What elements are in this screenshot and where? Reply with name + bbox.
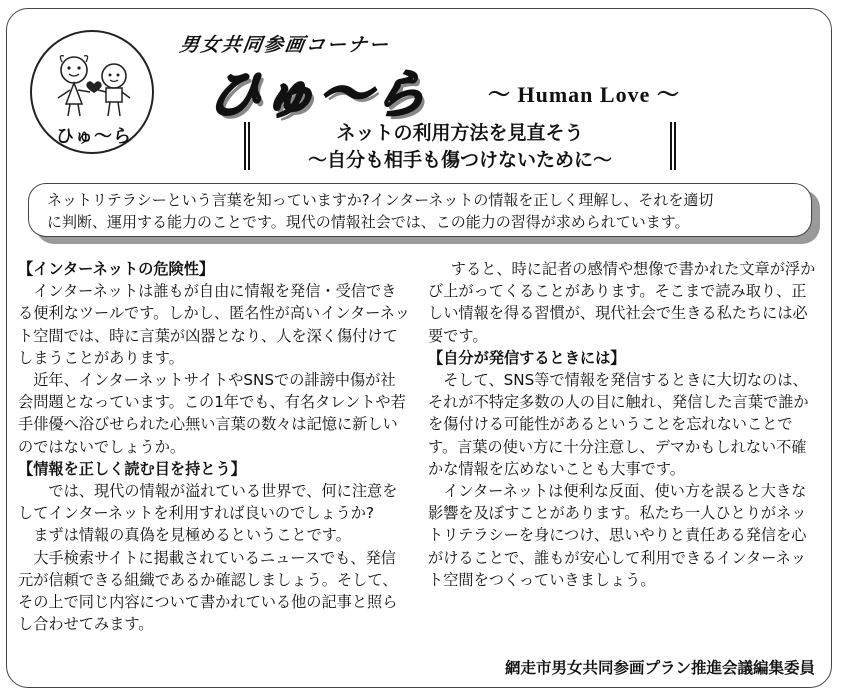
paragraph: インターネットは便利な反面、使い方を誤ると大きな影響を及ぼすことがあります。私たち一人ひとりがネットリテラシーを身につけ、思いやりと責任ある発信を心がけることで、誰もが安心して利用できるインターネット空間をつくっていきましょう。 (428, 482, 807, 589)
paragraph: では、現代の情報が溢れている世界で、何に注意をしてインターネットを利用すれば良いのでしょうか? (18, 482, 398, 523)
section-heading-sending: 【自分が発信するときには】 (428, 348, 626, 367)
logo-label: ひゅ～ら (56, 126, 132, 147)
section-heading-read-correctly: 【情報を正しく読む目を持とう】 (18, 459, 246, 478)
english-subtitle: ～ Human Love ～ (488, 82, 680, 107)
page-title: ひゅ～ら (203, 65, 435, 125)
left-column (18, 258, 410, 635)
paragraph: すると、時に記者の感情や想像で書かれた文章が浮かび上がってくることがあります。そこまで読み取り、正しい情報を得る習慣が、現代社会で生きる私たちには必要です。 (428, 260, 816, 345)
corner-title: 男女共同参画コーナー (178, 34, 392, 56)
article-heading (244, 118, 676, 172)
section-heading-danger: 【インターネットの危険性】 (18, 260, 215, 278)
intro-line-1: ネットリテラシーという言葉を知っていますか?インターネットの情報を正しく理解し、それを適切 (47, 191, 714, 209)
paragraph: 近年、インターネットサイトやSNSでの誹謗中傷が社会問題となっています。この1年でも、有名タレントや若手俳優へ浴びせられた心無い言葉の数々は記憶に新しいのではないでしょうか。 (18, 371, 406, 456)
author-signature: 網走市男女共同参画プラン推進会議編集委員 (504, 659, 815, 677)
right-column (428, 258, 820, 591)
paragraph: 大手検索サイトに掲載されているニュースでも、発信元が信頼できる組織であるか確認しましょう。そして、その上で同じ内容について書かれている他の記事と照らし合わせてみます。 (18, 548, 398, 634)
heading-line-1: ネットの利用方法を見直そう (336, 122, 584, 144)
paragraph: インターネットは誰もが自由に情報を発信・受信できる便利なツールです。しかし、匿名性が高いインターネット空間では、時に言葉が凶器となり、人を深く傷付けてしまうことがあります。 (18, 282, 410, 367)
paragraph: そして、SNS等で情報を発信するときに大切なのは、それが不特定多数の人の目に触れ、発信した言葉で誰かを傷付ける可能性があるということを忘れないことです。言葉の使い方に十分注意し、デマかもしれない不確かな情報を広めないことも大事です。 (428, 371, 809, 478)
intro-line-2: に判断、運用する能力のことです。現代の情報社会では、この能力の習得が求められています。 (47, 213, 690, 231)
intro-box (28, 183, 812, 237)
logo-emblem (30, 30, 154, 154)
heading-line-2: ～自分も相手も傷つけないために～ (307, 149, 612, 171)
paragraph: まずは情報の真偽を見極めるということです。 (33, 526, 351, 545)
